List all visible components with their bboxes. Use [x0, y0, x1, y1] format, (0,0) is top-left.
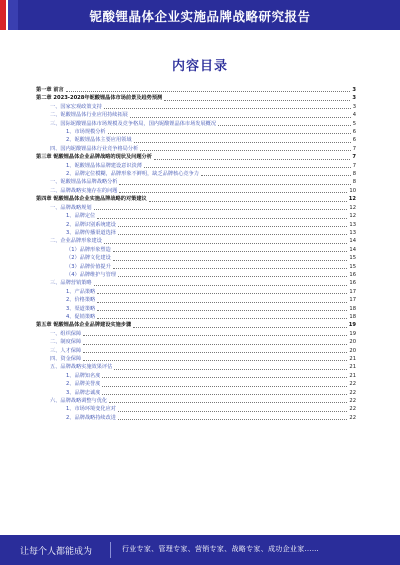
toc-dot-leader	[94, 209, 348, 210]
toc-dot-leader	[113, 260, 348, 261]
toc-entry-title: 1、品牌知名度	[66, 372, 101, 379]
toc-entry[interactable]	[36, 389, 356, 397]
toc-entry[interactable]	[36, 405, 356, 413]
toc-dot-leader	[108, 133, 351, 134]
toc-entry[interactable]	[36, 330, 356, 338]
toc-entry[interactable]	[36, 263, 356, 271]
toc-entry-title: 第三章 铌酸锂晶体企业品牌战略的现状及问题分析	[36, 154, 152, 161]
toc-entry-title: 四、国内铌酸锂晶体行业竞争格局分析	[50, 145, 139, 152]
toc-page-number: 20	[349, 347, 356, 354]
toc-page-number: 18	[349, 305, 356, 312]
toc-entry-title: 第一章 前言	[36, 87, 64, 93]
toc-page-number: 3	[352, 95, 356, 102]
toc-page-number: 8	[352, 179, 356, 186]
toc-dot-leader	[97, 310, 347, 311]
toc-entry[interactable]	[36, 246, 356, 254]
toc-dot-leader	[144, 167, 351, 168]
toc-entry-title: 一、品牌战略规划	[50, 204, 92, 211]
toc-entry-title: 1、市场规模分析	[66, 129, 106, 136]
toc-entry-title: 二、铌酸锂晶体行业应用持续拓展	[50, 112, 128, 119]
toc-entry[interactable]	[36, 397, 356, 405]
toc-page-number: 21	[349, 356, 356, 362]
toc-entry[interactable]	[36, 103, 356, 111]
toc-dot-leader	[94, 285, 348, 286]
toc-page-number: 22	[349, 381, 356, 388]
toc-page-number: 22	[349, 398, 356, 405]
toc-entry-title: 一、国家宏观政策支持	[50, 103, 102, 110]
toc-entry-title: 2、品牌美誉度	[66, 381, 101, 388]
toc-page-number: 5	[352, 120, 356, 127]
toc-chapter-entry[interactable]	[36, 195, 356, 203]
toc-dot-leader	[130, 117, 351, 118]
toc-entry-title: 1、产品策略	[66, 288, 96, 295]
toc-page-number: 21	[349, 372, 356, 379]
toc-page-number: 4	[352, 112, 356, 119]
toc-dot-leader	[114, 369, 347, 370]
toc-entry-title: 2、品牌战略持续改进	[66, 414, 116, 421]
toc-dot-leader	[97, 302, 347, 303]
report-title: 铌酸锂晶体企业实施品牌战略研究报告	[89, 9, 311, 24]
toc-entry-title: 第四章 铌酸锂晶体企业实施品牌战略的对策建议	[36, 196, 147, 203]
toc-dot-leader	[154, 159, 350, 160]
toc-entry-title: 一、组织保障	[50, 330, 82, 337]
toc-entry[interactable]	[36, 170, 356, 178]
toc-entry-title: 2、价格策略	[66, 297, 96, 304]
toc-entry[interactable]	[36, 136, 356, 144]
toc-entry[interactable]	[36, 128, 356, 136]
toc-entry-title: （2）品牌文化建设	[66, 255, 111, 262]
toc-page-number: 6	[352, 129, 356, 136]
toc-entry-title: 三、人才保障	[50, 347, 82, 354]
toc-dot-leader	[66, 91, 351, 92]
toc-entry-title: （4）品牌维护与管理	[66, 271, 116, 278]
footer-roles: 行业专家、管理专家、营销专家、战略专家、成功企业家……	[122, 545, 320, 553]
toc-entry-title: 二、品牌战略实施存在的问题	[50, 187, 118, 194]
toc-entry[interactable]	[36, 120, 356, 128]
toc-entry[interactable]	[36, 288, 356, 296]
toc-page-number: 8	[352, 171, 356, 178]
toc-dot-leader	[83, 344, 347, 345]
toc-entry-title: 2、品牌定位模糊，品牌形象不鲜明，缺乏品牌核心竞争力	[66, 171, 199, 178]
toc-dot-leader	[164, 100, 350, 101]
toc-entry[interactable]	[36, 296, 356, 304]
toc-dot-leader	[104, 108, 351, 109]
toc-entry-title: 第五章 铌酸锂晶体企业品牌建设实施步骤	[36, 322, 132, 329]
toc-page-number: 3	[352, 87, 356, 93]
toc-entry-title: （1）品牌形象塑造	[66, 246, 111, 253]
toc-entry[interactable]	[36, 221, 356, 229]
toc-page-number: 6	[352, 137, 356, 144]
toc-entry-title: 三、品牌营销策略	[50, 280, 92, 287]
footer-slogan: 让每个人都能成为	[20, 547, 93, 557]
toc-entry[interactable]	[36, 162, 356, 170]
toc-dot-leader	[118, 226, 347, 227]
toc-entry[interactable]	[36, 237, 356, 245]
toc-dot-leader	[97, 293, 347, 294]
toc-page-number: 16	[349, 271, 356, 278]
toc-entry[interactable]	[36, 363, 356, 371]
toc-dot-leader	[133, 327, 347, 328]
toc-page-number: 3	[352, 103, 356, 110]
toc-entry[interactable]	[36, 145, 356, 153]
toc-entry[interactable]	[36, 338, 356, 346]
toc-entry[interactable]	[36, 279, 356, 287]
toc-page-number: 21	[349, 364, 356, 371]
toc-dot-leader	[119, 192, 347, 193]
toc-page-number: 7	[352, 154, 356, 161]
toc-dot-leader	[83, 360, 347, 361]
toc-page-number: 19	[349, 330, 356, 337]
toc-dot-leader	[83, 352, 347, 353]
toc-page-number: 12	[349, 213, 356, 220]
toc-entry[interactable]	[36, 414, 356, 422]
toc-dot-leader	[97, 318, 347, 319]
toc-page-number: 17	[349, 288, 356, 295]
toc-page-number: 12	[348, 196, 356, 203]
toc-dot-leader	[140, 150, 350, 151]
toc-entry[interactable]	[36, 271, 356, 279]
toc-entry[interactable]	[36, 313, 356, 321]
toc-page-number: 20	[349, 339, 356, 346]
toc-dot-leader	[104, 243, 348, 244]
toc-entry-title: 2、铌酸锂晶体主要应用领域	[66, 137, 132, 144]
toc-page-number: 7	[352, 145, 356, 152]
toc-page-number: 13	[349, 221, 356, 228]
toc-entry-title: 1、铌酸锂晶体品牌建设意识淡薄	[66, 162, 142, 169]
toc-entry[interactable]	[36, 204, 356, 212]
toc-page-number: 19	[348, 322, 356, 329]
toc-entry-title: 3、品牌忠诚度	[66, 389, 101, 396]
toc-entry-title: 1、市场环境变化应对	[66, 406, 116, 413]
toc-entry[interactable]	[36, 187, 356, 195]
table-of-contents	[36, 86, 356, 422]
footer-divider	[110, 542, 111, 558]
toc-dot-leader	[118, 411, 347, 412]
toc-heading: 内容目录	[171, 59, 228, 74]
toc-entry-title: 二、制度保障	[50, 339, 82, 346]
toc-entry[interactable]	[36, 347, 356, 355]
toc-entry-title: 2、品牌识别系统建设	[66, 221, 116, 228]
toc-page-number: 17	[349, 297, 356, 304]
toc-entry-title: 六、品牌战略调整与优化	[50, 398, 108, 405]
toc-entry-title: （3）品牌价值提升	[66, 263, 111, 270]
toc-page-number: 22	[349, 414, 356, 421]
toc-page-number: 15	[349, 255, 356, 262]
toc-dot-leader	[218, 125, 351, 126]
toc-dot-leader	[113, 251, 348, 252]
toc-entry[interactable]	[36, 111, 356, 119]
toc-page-number: 22	[349, 389, 356, 396]
toc-entry-title: 五、品牌战略实施效果评估	[50, 364, 113, 371]
toc-page-number: 14	[349, 246, 356, 253]
toc-chapter-entry[interactable]	[36, 153, 356, 161]
toc-entry[interactable]	[36, 380, 356, 388]
toc-dot-leader	[83, 335, 347, 336]
toc-entry-title: 二、企业品牌形象建设	[50, 238, 102, 245]
toc-entry-title: 三、国际铌酸锂晶体市场规模及竞争格局，国内铌酸锂晶体市场发展概况	[50, 120, 217, 127]
toc-entry[interactable]	[36, 355, 356, 363]
toc-chapter-entry[interactable]	[36, 321, 356, 329]
toc-entry-title: 1、品牌定位	[66, 213, 96, 220]
toc-page-number: 22	[349, 406, 356, 413]
toc-dot-leader	[118, 234, 347, 235]
toc-entry-title: 3、渠道策略	[66, 305, 96, 312]
toc-entry[interactable]	[36, 212, 356, 220]
toc-dot-leader	[102, 394, 347, 395]
toc-entry[interactable]	[36, 305, 356, 313]
toc-entry-title: 4、促销策略	[66, 313, 96, 320]
toc-dot-leader	[119, 184, 350, 185]
toc-page-number: 12	[349, 204, 356, 211]
report-header	[0, 0, 400, 30]
toc-entry[interactable]	[36, 372, 356, 380]
toc-page-number: 13	[349, 229, 356, 236]
toc-page-number: 14	[349, 238, 356, 245]
toc-dot-leader	[102, 386, 347, 387]
toc-chapter-entry[interactable]	[36, 86, 356, 94]
toc-entry-title: 一、铌酸锂晶体品牌战略分析	[50, 179, 118, 186]
toc-entry[interactable]	[36, 178, 356, 186]
toc-entry-title: 3、品牌传播渠道选择	[66, 229, 116, 236]
toc-dot-leader	[134, 142, 351, 143]
toc-dot-leader	[118, 276, 347, 277]
toc-page-number: 10	[349, 187, 356, 194]
toc-dot-leader	[113, 268, 348, 269]
toc-entry[interactable]	[36, 229, 356, 237]
toc-page-number: 15	[349, 263, 356, 270]
toc-dot-leader	[109, 402, 347, 403]
toc-chapter-entry[interactable]	[36, 94, 356, 102]
toc-page-number: 18	[349, 313, 356, 320]
toc-dot-leader	[102, 377, 347, 378]
toc-page-number: 7	[352, 162, 356, 169]
toc-dot-leader	[118, 419, 347, 420]
toc-entry-title: 四、资金保障	[50, 356, 82, 362]
toc-dot-leader	[149, 201, 347, 202]
page-footer	[0, 535, 400, 565]
toc-page-number: 16	[349, 280, 356, 287]
toc-entry[interactable]	[36, 254, 356, 262]
toc-dot-leader	[97, 218, 347, 219]
toc-dot-leader	[201, 175, 351, 176]
toc-entry-title: 第二章 2023-2028年铌酸锂晶体市场前景及趋势预测	[36, 95, 163, 102]
